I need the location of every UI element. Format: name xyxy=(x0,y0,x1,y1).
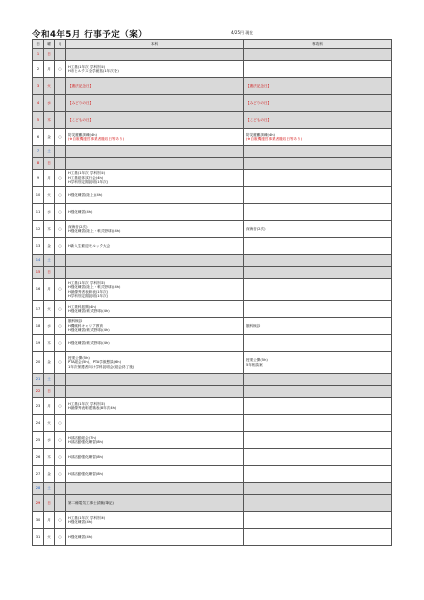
main-course-events xyxy=(66,432,244,449)
table-row xyxy=(33,95,392,112)
day-number: 12 xyxy=(33,221,44,238)
advanced-course-events xyxy=(244,255,392,267)
table-row xyxy=(33,432,392,449)
school-day-mark xyxy=(55,495,66,512)
school-day-mark: ○ xyxy=(55,61,66,78)
event-line: H機械科キャリア教育 xyxy=(68,323,104,328)
event-line: H工業科振興(4h) xyxy=(68,304,97,309)
event-line: 深海音(2次) xyxy=(246,226,266,231)
schedule-rows xyxy=(33,49,392,546)
school-day-mark: ○ xyxy=(55,318,66,335)
main-course-events xyxy=(66,301,244,318)
weekday: 土 xyxy=(44,483,55,495)
main-course-events xyxy=(66,529,244,546)
col-header-check: 月 xyxy=(55,40,66,49)
school-day-mark xyxy=(55,158,66,170)
advanced-course-events xyxy=(244,386,392,398)
weekday: 月 xyxy=(44,170,55,187)
day-number: 11 xyxy=(33,204,44,221)
table-row xyxy=(33,483,392,495)
advanced-course-events xyxy=(244,267,392,279)
event-line: H強化練習(軟式野球)(4h) xyxy=(68,328,110,333)
day-number: 17 xyxy=(33,301,44,318)
table-row xyxy=(33,221,392,238)
weekday: 木 xyxy=(44,335,55,352)
event-line: H工基(1年次 学科別①) xyxy=(68,64,106,69)
event-line: H工基(1年次 学科別③) xyxy=(68,515,106,520)
event-line: 額科検診 xyxy=(246,323,261,328)
main-course-events xyxy=(66,495,244,512)
weekday: 水 xyxy=(44,95,55,112)
weekday: 木 xyxy=(44,449,55,466)
event-line: H部活動強化練習(8h) xyxy=(68,440,104,444)
school-day-mark xyxy=(55,112,66,129)
weekday: 水 xyxy=(44,318,55,335)
event-line: H強化練習(陸上・軟式野球)(4h) xyxy=(68,229,121,233)
event-line: 【みどりの日】 xyxy=(68,100,94,105)
advanced-course-events xyxy=(244,49,392,61)
advanced-course-events xyxy=(244,158,392,170)
event-line: 防災避難訓練(4h) xyxy=(68,132,97,137)
weekday: 火 xyxy=(44,529,55,546)
main-course-events xyxy=(66,398,244,415)
event-line: H強化練習(4h) xyxy=(68,534,93,539)
event-line: (※自販機運営事業者撤収日等あり) xyxy=(68,137,125,141)
school-day-mark: ○ xyxy=(55,449,66,466)
event-line: H学科別定期説明(1年次) xyxy=(68,293,109,298)
school-day-mark: ○ xyxy=(55,129,66,146)
main-course-events xyxy=(66,170,244,187)
event-line: 深海音(2次) xyxy=(68,224,88,229)
advanced-course-events xyxy=(244,374,392,386)
event-line: (※自販機運営事業者撤収日等あり) xyxy=(246,137,303,141)
day-number: 21 xyxy=(33,374,44,386)
event-line: H工基(1年次 学科別②) xyxy=(68,280,106,285)
event-line: PTA総会(5h)、PTA学級懇談(6h) xyxy=(68,360,121,365)
event-line: H市ヒルクス全学統括(1年次を) xyxy=(68,69,119,73)
table-row xyxy=(33,449,392,466)
advanced-course-events xyxy=(244,129,392,146)
col-header-main-course: 本科 xyxy=(66,40,244,49)
school-day-mark xyxy=(55,483,66,495)
weekday: 日 xyxy=(44,49,55,61)
weekday: 金 xyxy=(44,352,55,374)
school-day-mark xyxy=(55,267,66,279)
school-day-mark: ○ xyxy=(55,279,66,301)
main-course-events xyxy=(66,483,244,495)
advanced-course-events xyxy=(244,318,392,335)
advanced-course-events xyxy=(244,204,392,221)
event-line: H強化練習(陸上・軟式野球)(4h) xyxy=(68,285,121,290)
main-course-events xyxy=(66,221,244,238)
weekday: 木 xyxy=(44,221,55,238)
event-line: H部活動総会(7h) xyxy=(68,435,97,440)
weekday: 日 xyxy=(44,267,55,279)
day-number: 5 xyxy=(33,112,44,129)
event-line: 1年次保護者向け学科説明会(総会終了後) xyxy=(68,364,135,369)
day-number: 10 xyxy=(33,187,44,204)
day-number: 7 xyxy=(33,146,44,158)
school-day-mark: ○ xyxy=(55,512,66,529)
advanced-course-events xyxy=(244,61,392,78)
event-line: H強化練習(軟式野球)(4h) xyxy=(68,340,110,345)
main-course-events xyxy=(66,386,244,398)
col-header-weekday: 曜 xyxy=(44,40,55,49)
main-course-events xyxy=(66,238,244,255)
day-number: 13 xyxy=(33,238,44,255)
day-number: 2 xyxy=(33,61,44,78)
main-course-events xyxy=(66,129,244,146)
main-course-events xyxy=(66,512,244,529)
event-line: 防災避難訓練(4h) xyxy=(246,132,275,137)
day-number: 31 xyxy=(33,529,44,546)
table-row xyxy=(33,466,392,483)
event-line: H部活動強化練習(8h) xyxy=(68,454,104,459)
event-line: 5年相談案 xyxy=(246,362,263,367)
advanced-course-events xyxy=(244,78,392,95)
school-day-mark xyxy=(55,78,66,95)
weekday: 月 xyxy=(44,398,55,415)
day-number: 24 xyxy=(33,415,44,432)
day-number: 3 xyxy=(33,78,44,95)
table-row xyxy=(33,352,392,374)
table-row xyxy=(33,238,392,255)
main-course-events xyxy=(66,374,244,386)
day-number: 23 xyxy=(33,398,44,415)
table-row xyxy=(33,129,392,146)
advanced-course-events xyxy=(244,495,392,512)
advanced-course-events xyxy=(244,335,392,352)
advanced-course-events xyxy=(244,301,392,318)
school-day-mark xyxy=(55,49,66,61)
weekday: 金 xyxy=(44,238,55,255)
school-day-mark: ○ xyxy=(55,352,66,374)
event-line: H学科別定期説明(1年次) xyxy=(68,180,109,185)
table-row xyxy=(33,279,392,301)
event-line: 第二種電気工事士試験(筆記) xyxy=(68,500,114,505)
advanced-course-events xyxy=(244,529,392,546)
event-line: H強化練習(陸上)(4h) xyxy=(68,192,103,197)
advanced-course-events xyxy=(244,352,392,374)
advanced-course-events xyxy=(244,238,392,255)
day-number: 6 xyxy=(33,129,44,146)
main-course-events xyxy=(66,187,244,204)
weekday: 金 xyxy=(44,466,55,483)
event-line: 【憲法記念日】 xyxy=(246,83,272,88)
table-row xyxy=(33,529,392,546)
weekday: 月 xyxy=(44,279,55,301)
school-day-mark xyxy=(55,95,66,112)
day-number: 20 xyxy=(33,352,44,374)
weekday: 日 xyxy=(44,158,55,170)
day-number: 18 xyxy=(33,318,44,335)
day-number: 9 xyxy=(33,170,44,187)
event-line: 授業公開(5h) xyxy=(246,358,268,363)
day-number: 1 xyxy=(33,49,44,61)
advanced-course-events xyxy=(244,432,392,449)
advanced-course-events xyxy=(244,221,392,238)
school-day-mark: ○ xyxy=(55,238,66,255)
advanced-course-events xyxy=(244,415,392,432)
main-course-events xyxy=(66,95,244,112)
main-course-events xyxy=(66,279,244,301)
main-course-events xyxy=(66,415,244,432)
weekday: 土 xyxy=(44,255,55,267)
schedule-table xyxy=(32,39,392,546)
event-line: 【こどもの日】 xyxy=(246,117,272,122)
day-number: 19 xyxy=(33,335,44,352)
day-number: 4 xyxy=(33,95,44,112)
event-line: H最優秀表彰建築表(8年次4h) xyxy=(68,406,117,410)
weekday: 金 xyxy=(44,129,55,146)
day-number: 29 xyxy=(33,495,44,512)
advanced-course-events xyxy=(244,279,392,301)
day-number: 26 xyxy=(33,449,44,466)
school-day-mark xyxy=(55,146,66,158)
table-row xyxy=(33,255,392,267)
table-row xyxy=(33,146,392,158)
event-line: H強化練習(軟式野球)(4h) xyxy=(68,309,110,313)
table-row xyxy=(33,415,392,432)
school-day-mark: ○ xyxy=(55,187,66,204)
main-course-events xyxy=(66,78,244,95)
school-day-mark xyxy=(55,374,66,386)
as-of-date: 4/25円 現在 xyxy=(231,30,254,35)
weekday: 火 xyxy=(44,415,55,432)
advanced-course-events xyxy=(244,449,392,466)
school-day-mark: ○ xyxy=(55,466,66,483)
weekday: 月 xyxy=(44,512,55,529)
school-day-mark: ○ xyxy=(55,204,66,221)
day-number: 14 xyxy=(33,255,44,267)
col-header-advanced-course: 専攻科 xyxy=(244,40,392,49)
day-number: 22 xyxy=(33,386,44,398)
table-row xyxy=(33,386,392,398)
main-course-events xyxy=(66,255,244,267)
event-line: H工基総体試行会(4h) xyxy=(68,175,104,180)
day-number: 27 xyxy=(33,466,44,483)
main-course-events xyxy=(66,158,244,170)
main-course-events xyxy=(66,146,244,158)
table-row xyxy=(33,49,392,61)
event-line: H最優秀者表彰表(1年次) xyxy=(68,289,109,294)
school-day-mark xyxy=(55,255,66,267)
school-day-mark: ○ xyxy=(55,529,66,546)
school-day-mark: ○ xyxy=(55,301,66,318)
weekday: 木 xyxy=(44,112,55,129)
weekday: 日 xyxy=(44,386,55,398)
table-row xyxy=(33,78,392,95)
table-row xyxy=(33,495,392,512)
weekday: 月 xyxy=(44,61,55,78)
school-day-mark xyxy=(55,386,66,398)
event-line: 額科検診 xyxy=(68,319,83,324)
school-day-mark: ○ xyxy=(55,415,66,432)
main-course-events xyxy=(66,449,244,466)
day-number: 28 xyxy=(33,483,44,495)
advanced-course-events xyxy=(244,146,392,158)
advanced-course-events xyxy=(244,187,392,204)
weekday: 水 xyxy=(44,432,55,449)
advanced-course-events xyxy=(244,512,392,529)
table-row xyxy=(33,170,392,187)
table-row xyxy=(33,267,392,279)
event-line: 【みどりの日】 xyxy=(246,100,272,105)
weekday: 土 xyxy=(44,374,55,386)
table-row xyxy=(33,398,392,415)
event-line: H強化練習(4h) xyxy=(68,209,93,214)
main-course-events xyxy=(66,466,244,483)
table-row xyxy=(33,61,392,78)
table-row xyxy=(33,318,392,335)
col-header-day: 日 xyxy=(33,40,44,49)
school-day-mark: ○ xyxy=(55,170,66,187)
school-day-mark: ○ xyxy=(55,398,66,415)
day-number: 25 xyxy=(33,432,44,449)
advanced-course-events xyxy=(244,170,392,187)
weekday: 火 xyxy=(44,187,55,204)
advanced-course-events xyxy=(244,95,392,112)
main-course-events xyxy=(66,267,244,279)
table-row xyxy=(33,335,392,352)
event-line: 【こどもの日】 xyxy=(68,117,94,122)
day-number: 8 xyxy=(33,158,44,170)
main-course-events xyxy=(66,204,244,221)
weekday: 火 xyxy=(44,301,55,318)
school-day-mark: ○ xyxy=(55,221,66,238)
table-row xyxy=(33,204,392,221)
event-line: H工基(1年次 学科別②) xyxy=(68,401,106,406)
event-line: H強化練習(4h) xyxy=(68,520,93,524)
weekday: 水 xyxy=(44,204,55,221)
main-course-events xyxy=(66,335,244,352)
weekday: 日 xyxy=(44,495,55,512)
advanced-course-events xyxy=(244,466,392,483)
day-number: 15 xyxy=(33,267,44,279)
school-day-mark: ○ xyxy=(55,432,66,449)
event-line: H工基(1年次 学科別①) xyxy=(68,171,106,176)
table-header-row xyxy=(33,40,392,49)
day-number: 30 xyxy=(33,512,44,529)
page-title: 令和4年5月 行事予定（案） xyxy=(32,30,148,40)
school-day-mark: ○ xyxy=(55,335,66,352)
table-row xyxy=(33,374,392,386)
event-line: 【憲法記念日】 xyxy=(68,83,94,88)
main-course-events xyxy=(66,61,244,78)
table-row xyxy=(33,512,392,529)
event-line: 授業公開(5h) xyxy=(68,355,90,360)
event-line: H部活動強化練習(8h) xyxy=(68,471,104,476)
main-course-events xyxy=(66,352,244,374)
weekday: 土 xyxy=(44,146,55,158)
advanced-course-events xyxy=(244,483,392,495)
main-course-events xyxy=(66,49,244,61)
table-row xyxy=(33,112,392,129)
advanced-course-events xyxy=(244,112,392,129)
event-line: H新入生歓迎モルック大会 xyxy=(68,243,111,248)
advanced-course-events xyxy=(244,398,392,415)
table-row xyxy=(33,187,392,204)
day-number: 16 xyxy=(33,279,44,301)
main-course-events xyxy=(66,318,244,335)
main-course-events xyxy=(66,112,244,129)
weekday: 火 xyxy=(44,78,55,95)
table-row xyxy=(33,158,392,170)
table-row xyxy=(33,301,392,318)
